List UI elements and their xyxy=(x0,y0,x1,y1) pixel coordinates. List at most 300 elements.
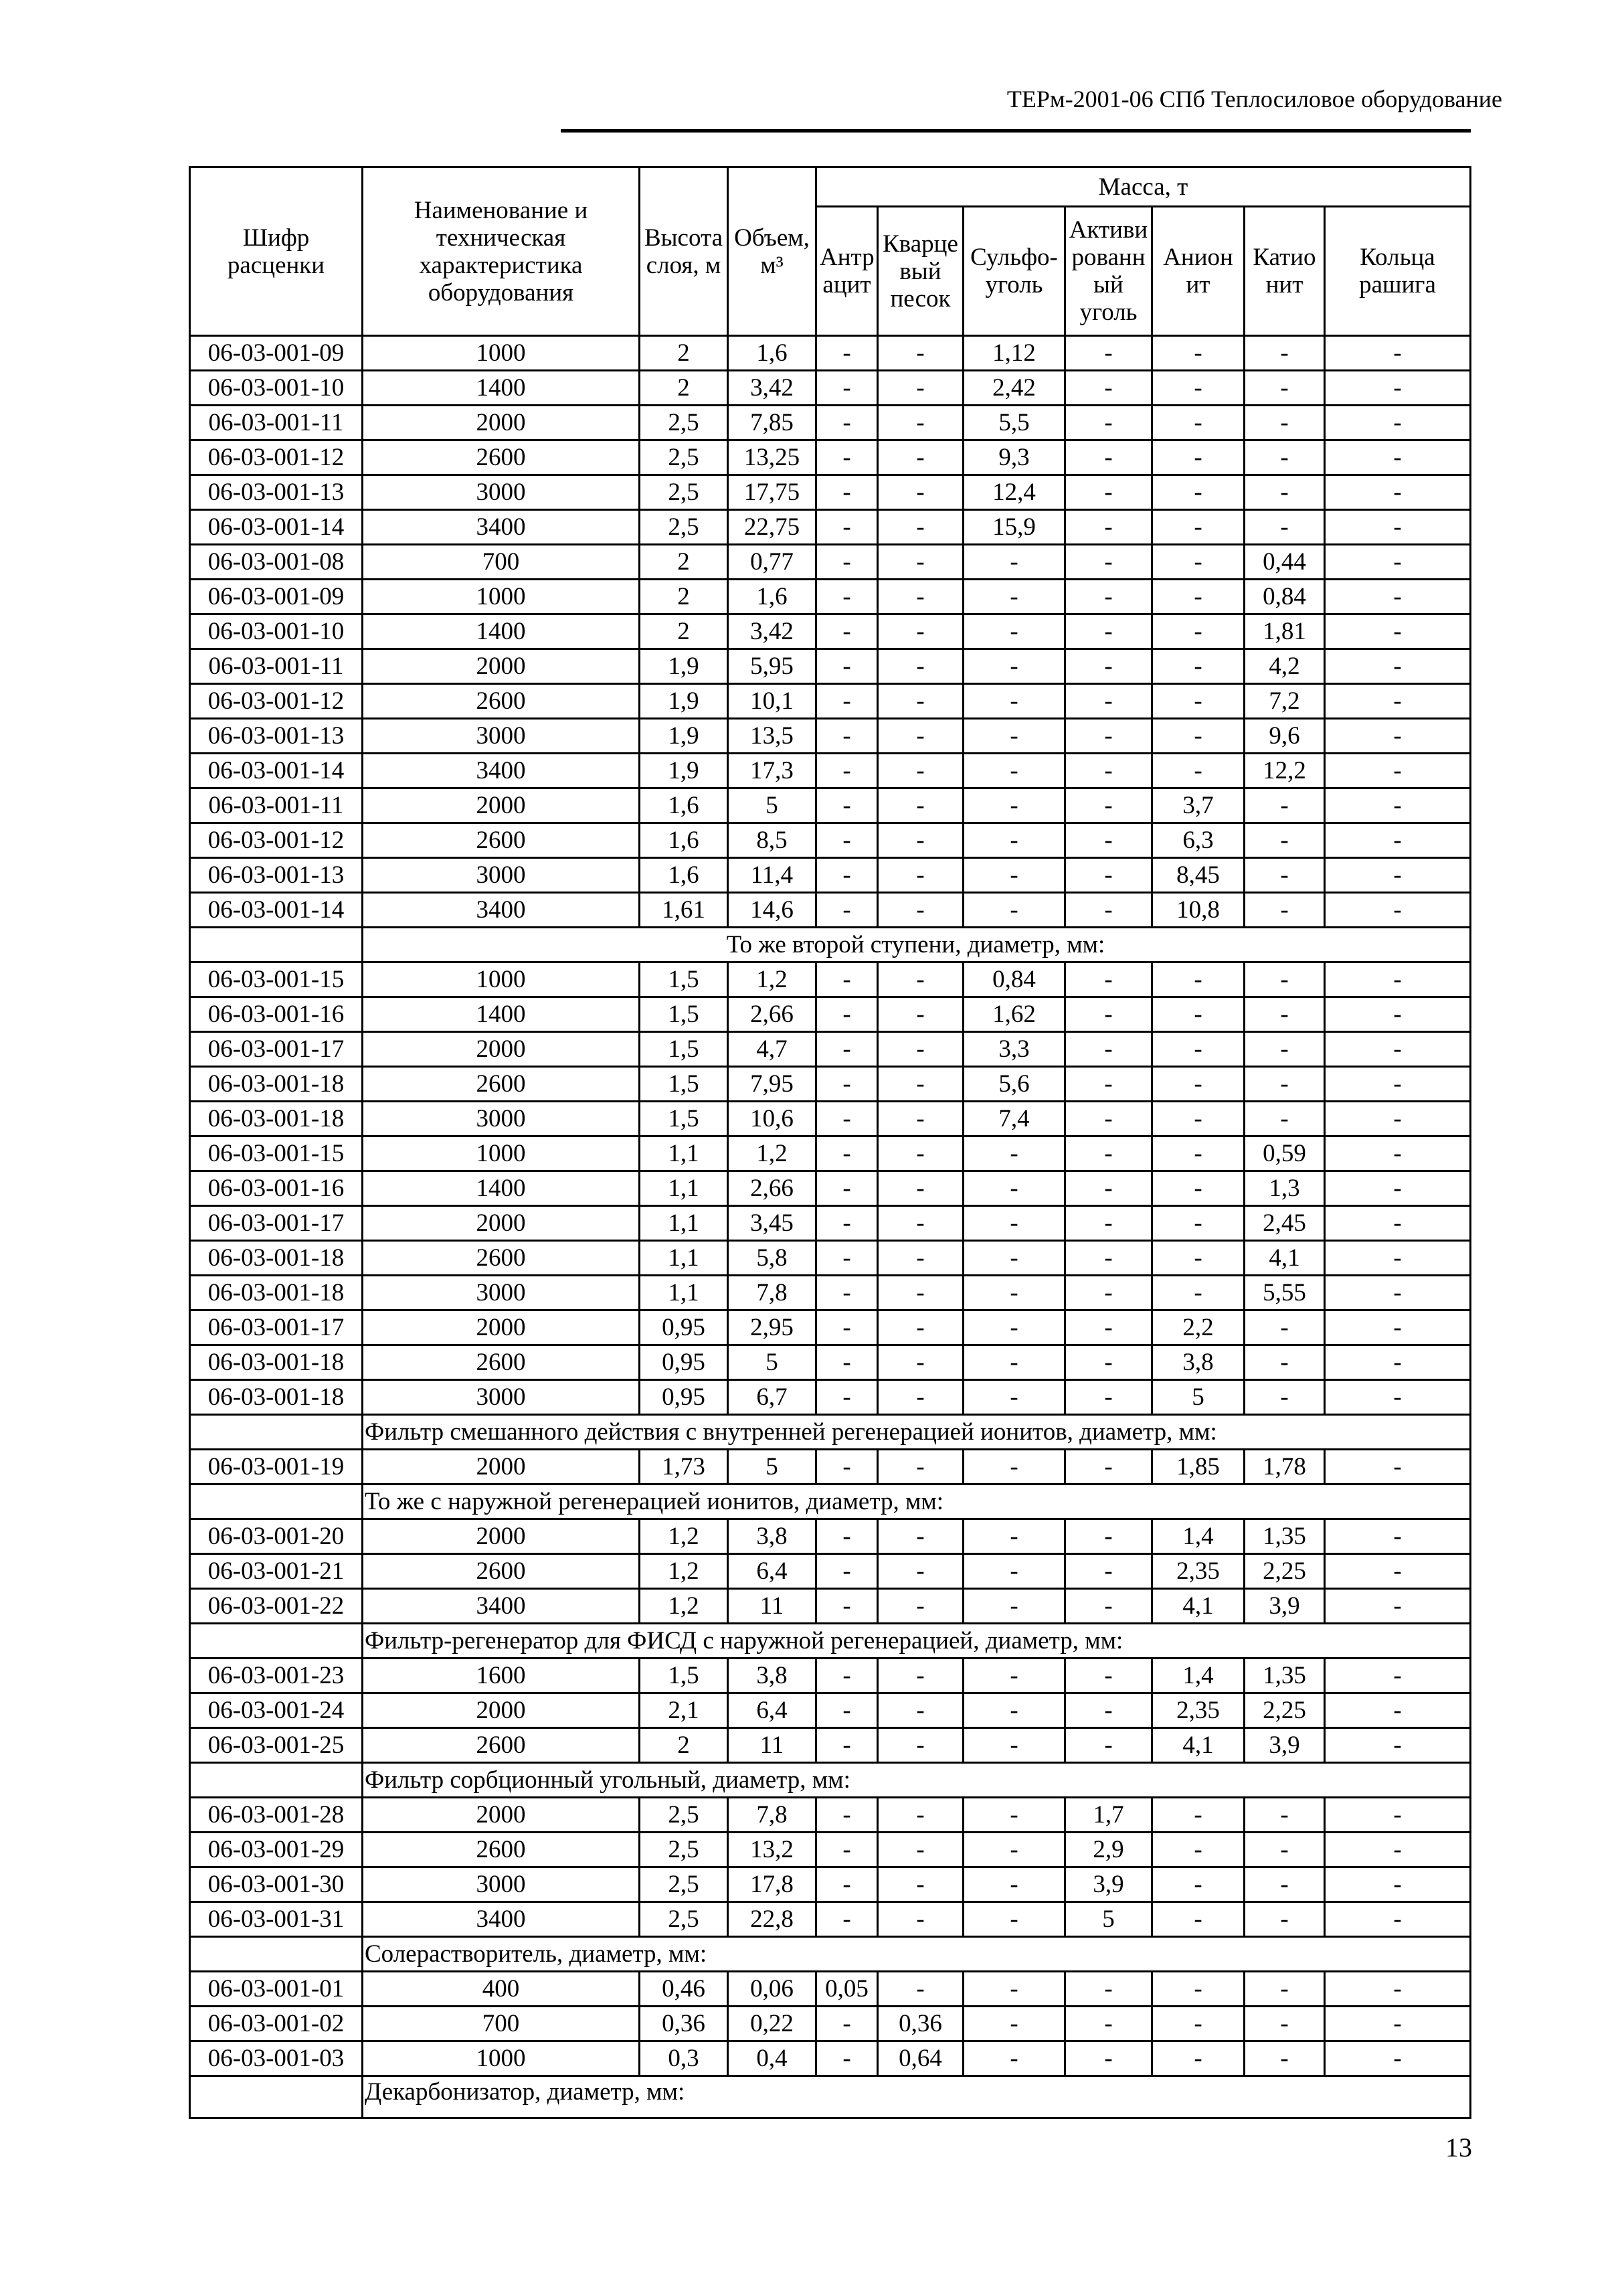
cell-name: 1000 xyxy=(363,2041,640,2076)
cell-anthracite: - xyxy=(816,1241,878,1276)
cell-anion: - xyxy=(1152,1867,1245,1902)
cell-code: 06-03-001-17 xyxy=(190,1032,363,1067)
cell-rings: - xyxy=(1325,823,1471,858)
cell-quartz: - xyxy=(878,719,964,754)
table-row xyxy=(190,1589,1471,1624)
page-number: 13 xyxy=(1445,2132,1472,2163)
section-row xyxy=(190,1937,1471,1972)
cell-name: 3400 xyxy=(363,510,640,545)
cell-height: 0,46 xyxy=(640,1972,728,2007)
col-header-height: Высота слоя, м xyxy=(640,167,728,336)
cell-height: 2 xyxy=(640,1728,728,1763)
cell-height: 2 xyxy=(640,580,728,614)
cell-anthracite: - xyxy=(816,1659,878,1693)
cell-sulfo: - xyxy=(964,2041,1065,2076)
cell-code: 06-03-001-29 xyxy=(190,1833,363,1867)
table-header-row xyxy=(190,167,1471,207)
cell-rings: - xyxy=(1325,1067,1471,1102)
cell-volume: 1,6 xyxy=(728,580,816,614)
cell-quartz: - xyxy=(878,1136,964,1171)
cell-name: 2000 xyxy=(363,649,640,684)
cell-cation: - xyxy=(1245,406,1325,440)
header-rule xyxy=(561,129,1471,133)
cell-activated: - xyxy=(1065,1345,1152,1380)
table-row xyxy=(190,2007,1471,2041)
table-row xyxy=(190,371,1471,406)
cell-sulfo: - xyxy=(964,1693,1065,1728)
cell-height: 2,5 xyxy=(640,475,728,510)
cell-volume: 1,2 xyxy=(728,962,816,997)
cell-height: 1,6 xyxy=(640,788,728,823)
cell-code: 06-03-001-18 xyxy=(190,1380,363,1415)
cell-code: 06-03-001-15 xyxy=(190,962,363,997)
cell-code: 06-03-001-02 xyxy=(190,2007,363,2041)
cell-quartz: - xyxy=(878,1519,964,1554)
cell-activated: - xyxy=(1065,336,1152,371)
cell-quartz: - xyxy=(878,1032,964,1067)
col-header-volume: Объем, м³ xyxy=(728,167,816,336)
cell-cation: - xyxy=(1245,2041,1325,2076)
cell-anion: - xyxy=(1152,1206,1245,1241)
cell-rings: - xyxy=(1325,1659,1471,1693)
cell-name: 3400 xyxy=(363,1902,640,1937)
cell-code: 06-03-001-11 xyxy=(190,788,363,823)
cell-cation: - xyxy=(1245,1833,1325,1867)
cell-height: 1,9 xyxy=(640,684,728,719)
cell-volume: 0,77 xyxy=(728,545,816,580)
cell-anion: - xyxy=(1152,1102,1245,1136)
cell-volume: 10,6 xyxy=(728,1102,816,1136)
cell-cation: - xyxy=(1245,1345,1325,1380)
table-row xyxy=(190,893,1471,928)
cell-activated: 5 xyxy=(1065,1902,1152,1937)
cell-volume: 5 xyxy=(728,1450,816,1485)
cell-quartz: - xyxy=(878,1659,964,1693)
cell-code: 06-03-001-17 xyxy=(190,1310,363,1345)
cell-anion: - xyxy=(1152,580,1245,614)
cell-anthracite: - xyxy=(816,719,878,754)
cell-activated: - xyxy=(1065,614,1152,649)
cell-sulfo: 5,6 xyxy=(964,1067,1065,1102)
cell-height: 1,5 xyxy=(640,962,728,997)
cell-rings: - xyxy=(1325,649,1471,684)
cell-sulfo: - xyxy=(964,1902,1065,1937)
cell-cation: - xyxy=(1245,1902,1325,1937)
cell-rings: - xyxy=(1325,893,1471,928)
cell-name: 3000 xyxy=(363,858,640,893)
cell-height: 2,5 xyxy=(640,510,728,545)
cell-activated: - xyxy=(1065,649,1152,684)
col-header-quartz-sand: Кварце вый песок xyxy=(878,207,964,336)
cell-height: 1,2 xyxy=(640,1554,728,1589)
cell-name: 2000 xyxy=(363,1310,640,1345)
cell-height: 1,5 xyxy=(640,1659,728,1693)
cell-height: 1,5 xyxy=(640,1032,728,1067)
cell-anthracite: - xyxy=(816,1902,878,1937)
cell-cation: 1,3 xyxy=(1245,1171,1325,1206)
cell-anthracite: - xyxy=(816,1728,878,1763)
cell-volume: 3,8 xyxy=(728,1519,816,1554)
cell-cation: 1,78 xyxy=(1245,1450,1325,1485)
cell-anthracite: - xyxy=(816,858,878,893)
cell-anion: - xyxy=(1152,1067,1245,1102)
cell-code: 06-03-001-14 xyxy=(190,893,363,928)
cell-quartz: - xyxy=(878,1693,964,1728)
cell-code: 06-03-001-19 xyxy=(190,1450,363,1485)
cell-code: 06-03-001-22 xyxy=(190,1589,363,1624)
cell-volume: 17,8 xyxy=(728,1867,816,1902)
cell-cation: 12,2 xyxy=(1245,754,1325,788)
cell-quartz: - xyxy=(878,510,964,545)
cell-name: 2600 xyxy=(363,684,640,719)
cell-quartz: - xyxy=(878,1310,964,1345)
cell-sulfo: 1,62 xyxy=(964,997,1065,1032)
cell-code: 06-03-001-13 xyxy=(190,475,363,510)
cell-height: 1,5 xyxy=(640,997,728,1032)
cell-cation: - xyxy=(1245,997,1325,1032)
cell-sulfo: 1,12 xyxy=(964,336,1065,371)
cell-activated: - xyxy=(1065,1693,1152,1728)
table-row xyxy=(190,1972,1471,2007)
cell-anthracite: - xyxy=(816,684,878,719)
cell-code: 06-03-001-16 xyxy=(190,997,363,1032)
cell-anion: - xyxy=(1152,406,1245,440)
cell-anthracite: - xyxy=(816,893,878,928)
cell-rings: - xyxy=(1325,614,1471,649)
cell-rings: - xyxy=(1325,1867,1471,1902)
cell-rings: - xyxy=(1325,1310,1471,1345)
cell-cation: - xyxy=(1245,1067,1325,1102)
cell-volume: 7,85 xyxy=(728,406,816,440)
table-row xyxy=(190,754,1471,788)
cell-sulfo: - xyxy=(964,858,1065,893)
cell-sulfo: - xyxy=(964,1136,1065,1171)
table-row xyxy=(190,1032,1471,1067)
cell-code: 06-03-001-11 xyxy=(190,649,363,684)
section-blank-cell xyxy=(190,1415,363,1450)
cell-volume: 3,8 xyxy=(728,1659,816,1693)
cell-volume: 3,45 xyxy=(728,1206,816,1241)
cell-anthracite: 0,05 xyxy=(816,1972,878,2007)
cell-anion: - xyxy=(1152,1833,1245,1867)
cell-rings: - xyxy=(1325,1519,1471,1554)
cell-anthracite: - xyxy=(816,1519,878,1554)
cell-rings: - xyxy=(1325,336,1471,371)
cell-quartz: - xyxy=(878,1276,964,1310)
cell-volume: 13,2 xyxy=(728,1833,816,1867)
cell-activated: - xyxy=(1065,1171,1152,1206)
section-row xyxy=(190,2076,1471,2118)
cell-volume: 5 xyxy=(728,788,816,823)
table-row xyxy=(190,1519,1471,1554)
cell-cation: - xyxy=(1245,1310,1325,1345)
cell-quartz: - xyxy=(878,475,964,510)
cell-cation: 2,45 xyxy=(1245,1206,1325,1241)
cell-quartz: - xyxy=(878,858,964,893)
cell-volume: 2,66 xyxy=(728,1171,816,1206)
cell-cation: - xyxy=(1245,858,1325,893)
cell-cation: - xyxy=(1245,823,1325,858)
cell-quartz: - xyxy=(878,1554,964,1589)
cell-sulfo: - xyxy=(964,684,1065,719)
table-row xyxy=(190,1380,1471,1415)
cell-anion: 4,1 xyxy=(1152,1589,1245,1624)
cell-volume: 11,4 xyxy=(728,858,816,893)
cell-code: 06-03-001-03 xyxy=(190,2041,363,2076)
section-title: Фильтр-регенератор для ФИСД с наружной регенерацией, диаметр, мм: xyxy=(363,1624,1471,1659)
cell-sulfo: - xyxy=(964,1589,1065,1624)
table-row xyxy=(190,475,1471,510)
cell-sulfo: - xyxy=(964,1345,1065,1380)
cell-anthracite: - xyxy=(816,1032,878,1067)
cell-sulfo: 12,4 xyxy=(964,475,1065,510)
cell-quartz: - xyxy=(878,1798,964,1833)
cell-volume: 11 xyxy=(728,1589,816,1624)
cell-sulfo: 7,4 xyxy=(964,1102,1065,1136)
cell-anion: - xyxy=(1152,719,1245,754)
cell-volume: 22,75 xyxy=(728,510,816,545)
cell-sulfo: - xyxy=(964,1833,1065,1867)
cell-rings: - xyxy=(1325,684,1471,719)
cell-name: 2600 xyxy=(363,1241,640,1276)
cell-rings: - xyxy=(1325,719,1471,754)
cell-anthracite: - xyxy=(816,1345,878,1380)
cell-volume: 13,5 xyxy=(728,719,816,754)
cell-anthracite: - xyxy=(816,1102,878,1136)
cell-code: 06-03-001-18 xyxy=(190,1067,363,1102)
cell-code: 06-03-001-13 xyxy=(190,719,363,754)
cell-anion: - xyxy=(1152,1798,1245,1833)
cell-anthracite: - xyxy=(816,475,878,510)
cell-volume: 6,4 xyxy=(728,1693,816,1728)
cell-anthracite: - xyxy=(816,1380,878,1415)
cell-anion: - xyxy=(1152,371,1245,406)
cell-anion: - xyxy=(1152,1136,1245,1171)
cell-rings: - xyxy=(1325,1833,1471,1867)
cell-anion: - xyxy=(1152,440,1245,475)
cell-sulfo: - xyxy=(964,1171,1065,1206)
cell-rings: - xyxy=(1325,1276,1471,1310)
section-title: Декарбонизатор, диаметр, мм: xyxy=(363,2076,1471,2118)
cell-anthracite: - xyxy=(816,1867,878,1902)
cell-quartz: - xyxy=(878,406,964,440)
section-title: То же второй ступени, диаметр, мм: xyxy=(363,928,1471,962)
cell-name: 1400 xyxy=(363,997,640,1032)
cell-activated: - xyxy=(1065,2041,1152,2076)
cell-height: 0,95 xyxy=(640,1380,728,1415)
cell-quartz: - xyxy=(878,1972,964,2007)
section-row xyxy=(190,928,1471,962)
cell-anthracite: - xyxy=(816,1171,878,1206)
cell-sulfo: 15,9 xyxy=(964,510,1065,545)
cell-anion: - xyxy=(1152,510,1245,545)
cell-anion: - xyxy=(1152,1241,1245,1276)
cell-rings: - xyxy=(1325,2007,1471,2041)
cell-sulfo: - xyxy=(964,649,1065,684)
cell-code: 06-03-001-20 xyxy=(190,1519,363,1554)
cell-name: 3000 xyxy=(363,1380,640,1415)
cell-anion: 3,8 xyxy=(1152,1345,1245,1380)
table-row xyxy=(190,1867,1471,1902)
cell-name: 1000 xyxy=(363,336,640,371)
cell-rings: - xyxy=(1325,1450,1471,1485)
cell-code: 06-03-001-18 xyxy=(190,1102,363,1136)
table-row xyxy=(190,1728,1471,1763)
cell-anion: - xyxy=(1152,1171,1245,1206)
cell-volume: 6,7 xyxy=(728,1380,816,1415)
page-header-title: ТЕРм-2001-06 СПб Теплосиловое оборудование xyxy=(1006,86,1502,112)
cell-cation: 2,25 xyxy=(1245,1554,1325,1589)
cell-anion: - xyxy=(1152,475,1245,510)
cell-sulfo: 2,42 xyxy=(964,371,1065,406)
cell-height: 1,73 xyxy=(640,1450,728,1485)
price-table xyxy=(189,166,1471,2119)
cell-sulfo: - xyxy=(964,1380,1065,1415)
cell-anion: - xyxy=(1152,2007,1245,2041)
cell-anthracite: - xyxy=(816,1798,878,1833)
cell-quartz: - xyxy=(878,614,964,649)
cell-cation: 0,44 xyxy=(1245,545,1325,580)
cell-activated: - xyxy=(1065,1450,1152,1485)
table-row xyxy=(190,788,1471,823)
cell-anthracite: - xyxy=(816,1276,878,1310)
table-row xyxy=(190,1798,1471,1833)
cell-rings: - xyxy=(1325,371,1471,406)
cell-activated: - xyxy=(1065,1067,1152,1102)
cell-anion: - xyxy=(1152,1032,1245,1067)
cell-volume: 5,95 xyxy=(728,649,816,684)
cell-rings: - xyxy=(1325,858,1471,893)
cell-anthracite: - xyxy=(816,440,878,475)
cell-activated: - xyxy=(1065,1206,1152,1241)
cell-code: 06-03-001-13 xyxy=(190,858,363,893)
table-row xyxy=(190,1310,1471,1345)
cell-quartz: - xyxy=(878,893,964,928)
cell-activated: - xyxy=(1065,406,1152,440)
cell-name: 2600 xyxy=(363,440,640,475)
cell-anion: 6,3 xyxy=(1152,823,1245,858)
cell-code: 06-03-001-25 xyxy=(190,1728,363,1763)
cell-sulfo: - xyxy=(964,1867,1065,1902)
cell-anion: - xyxy=(1152,545,1245,580)
cell-quartz: - xyxy=(878,1450,964,1485)
cell-cation: 1,35 xyxy=(1245,1659,1325,1693)
cell-sulfo: - xyxy=(964,719,1065,754)
cell-code: 06-03-001-18 xyxy=(190,1241,363,1276)
table-row xyxy=(190,545,1471,580)
cell-volume: 7,8 xyxy=(728,1276,816,1310)
table-row xyxy=(190,1659,1471,1693)
cell-rings: - xyxy=(1325,1206,1471,1241)
cell-name: 2600 xyxy=(363,1554,640,1589)
cell-cation: - xyxy=(1245,893,1325,928)
cell-anion: 1,4 xyxy=(1152,1519,1245,1554)
cell-cation: - xyxy=(1245,475,1325,510)
cell-height: 1,5 xyxy=(640,1102,728,1136)
cell-name: 700 xyxy=(363,545,640,580)
cell-height: 0,3 xyxy=(640,2041,728,2076)
cell-volume: 1,2 xyxy=(728,1136,816,1171)
cell-name: 3000 xyxy=(363,1867,640,1902)
cell-volume: 22,8 xyxy=(728,1902,816,1937)
cell-code: 06-03-001-17 xyxy=(190,1206,363,1241)
cell-activated: - xyxy=(1065,371,1152,406)
cell-rings: - xyxy=(1325,1798,1471,1833)
cell-rings: - xyxy=(1325,475,1471,510)
cell-height: 0,36 xyxy=(640,2007,728,2041)
cell-height: 2,5 xyxy=(640,440,728,475)
cell-sulfo: - xyxy=(964,614,1065,649)
cell-code: 06-03-001-11 xyxy=(190,406,363,440)
cell-name: 3000 xyxy=(363,719,640,754)
cell-cation: - xyxy=(1245,371,1325,406)
cell-cation: - xyxy=(1245,1798,1325,1833)
cell-name: 3400 xyxy=(363,893,640,928)
cell-activated: - xyxy=(1065,1972,1152,2007)
table-row xyxy=(190,1171,1471,1206)
cell-anion: - xyxy=(1152,1902,1245,1937)
cell-activated: - xyxy=(1065,823,1152,858)
cell-cation: - xyxy=(1245,1867,1325,1902)
col-header-anthracite: Антр ацит xyxy=(816,207,878,336)
cell-sulfo: - xyxy=(964,1310,1065,1345)
cell-quartz: 0,36 xyxy=(878,2007,964,2041)
cell-name: 700 xyxy=(363,2007,640,2041)
cell-quartz: - xyxy=(878,997,964,1032)
col-header-activated-coal: Активи рованн ый уголь xyxy=(1065,207,1152,336)
cell-quartz: - xyxy=(878,1102,964,1136)
section-blank-cell xyxy=(190,1485,363,1519)
cell-name: 1600 xyxy=(363,1659,640,1693)
cell-code: 06-03-001-21 xyxy=(190,1554,363,1589)
cell-cation: 5,55 xyxy=(1245,1276,1325,1310)
cell-sulfo: - xyxy=(964,2007,1065,2041)
cell-cation: 1,81 xyxy=(1245,614,1325,649)
cell-height: 2 xyxy=(640,371,728,406)
cell-sulfo: 0,84 xyxy=(964,962,1065,997)
cell-anthracite: - xyxy=(816,962,878,997)
cell-activated: - xyxy=(1065,545,1152,580)
cell-name: 1400 xyxy=(363,614,640,649)
cell-activated: - xyxy=(1065,754,1152,788)
cell-rings: - xyxy=(1325,1693,1471,1728)
cell-volume: 0,4 xyxy=(728,2041,816,2076)
cell-volume: 11 xyxy=(728,1728,816,1763)
cell-name: 1400 xyxy=(363,371,640,406)
cell-name: 2000 xyxy=(363,1450,640,1485)
cell-volume: 2,95 xyxy=(728,1310,816,1345)
cell-cation: - xyxy=(1245,1102,1325,1136)
cell-name: 3400 xyxy=(363,1589,640,1624)
cell-activated: - xyxy=(1065,719,1152,754)
cell-activated: - xyxy=(1065,788,1152,823)
cell-anion: - xyxy=(1152,754,1245,788)
section-title: То же с наружной регенерацией ионитов, диаметр, мм: xyxy=(363,1485,1471,1519)
cell-quartz: - xyxy=(878,823,964,858)
cell-rings: - xyxy=(1325,1380,1471,1415)
cell-anthracite: - xyxy=(816,1310,878,1345)
cell-sulfo: - xyxy=(964,1972,1065,2007)
cell-cation: 0,59 xyxy=(1245,1136,1325,1171)
section-blank-cell xyxy=(190,928,363,962)
cell-volume: 0,06 xyxy=(728,1972,816,2007)
cell-anion: - xyxy=(1152,962,1245,997)
cell-rings: - xyxy=(1325,1171,1471,1206)
table-body xyxy=(190,336,1471,2118)
cell-quartz: - xyxy=(878,649,964,684)
cell-height: 2,5 xyxy=(640,1867,728,1902)
cell-activated: - xyxy=(1065,1241,1152,1276)
